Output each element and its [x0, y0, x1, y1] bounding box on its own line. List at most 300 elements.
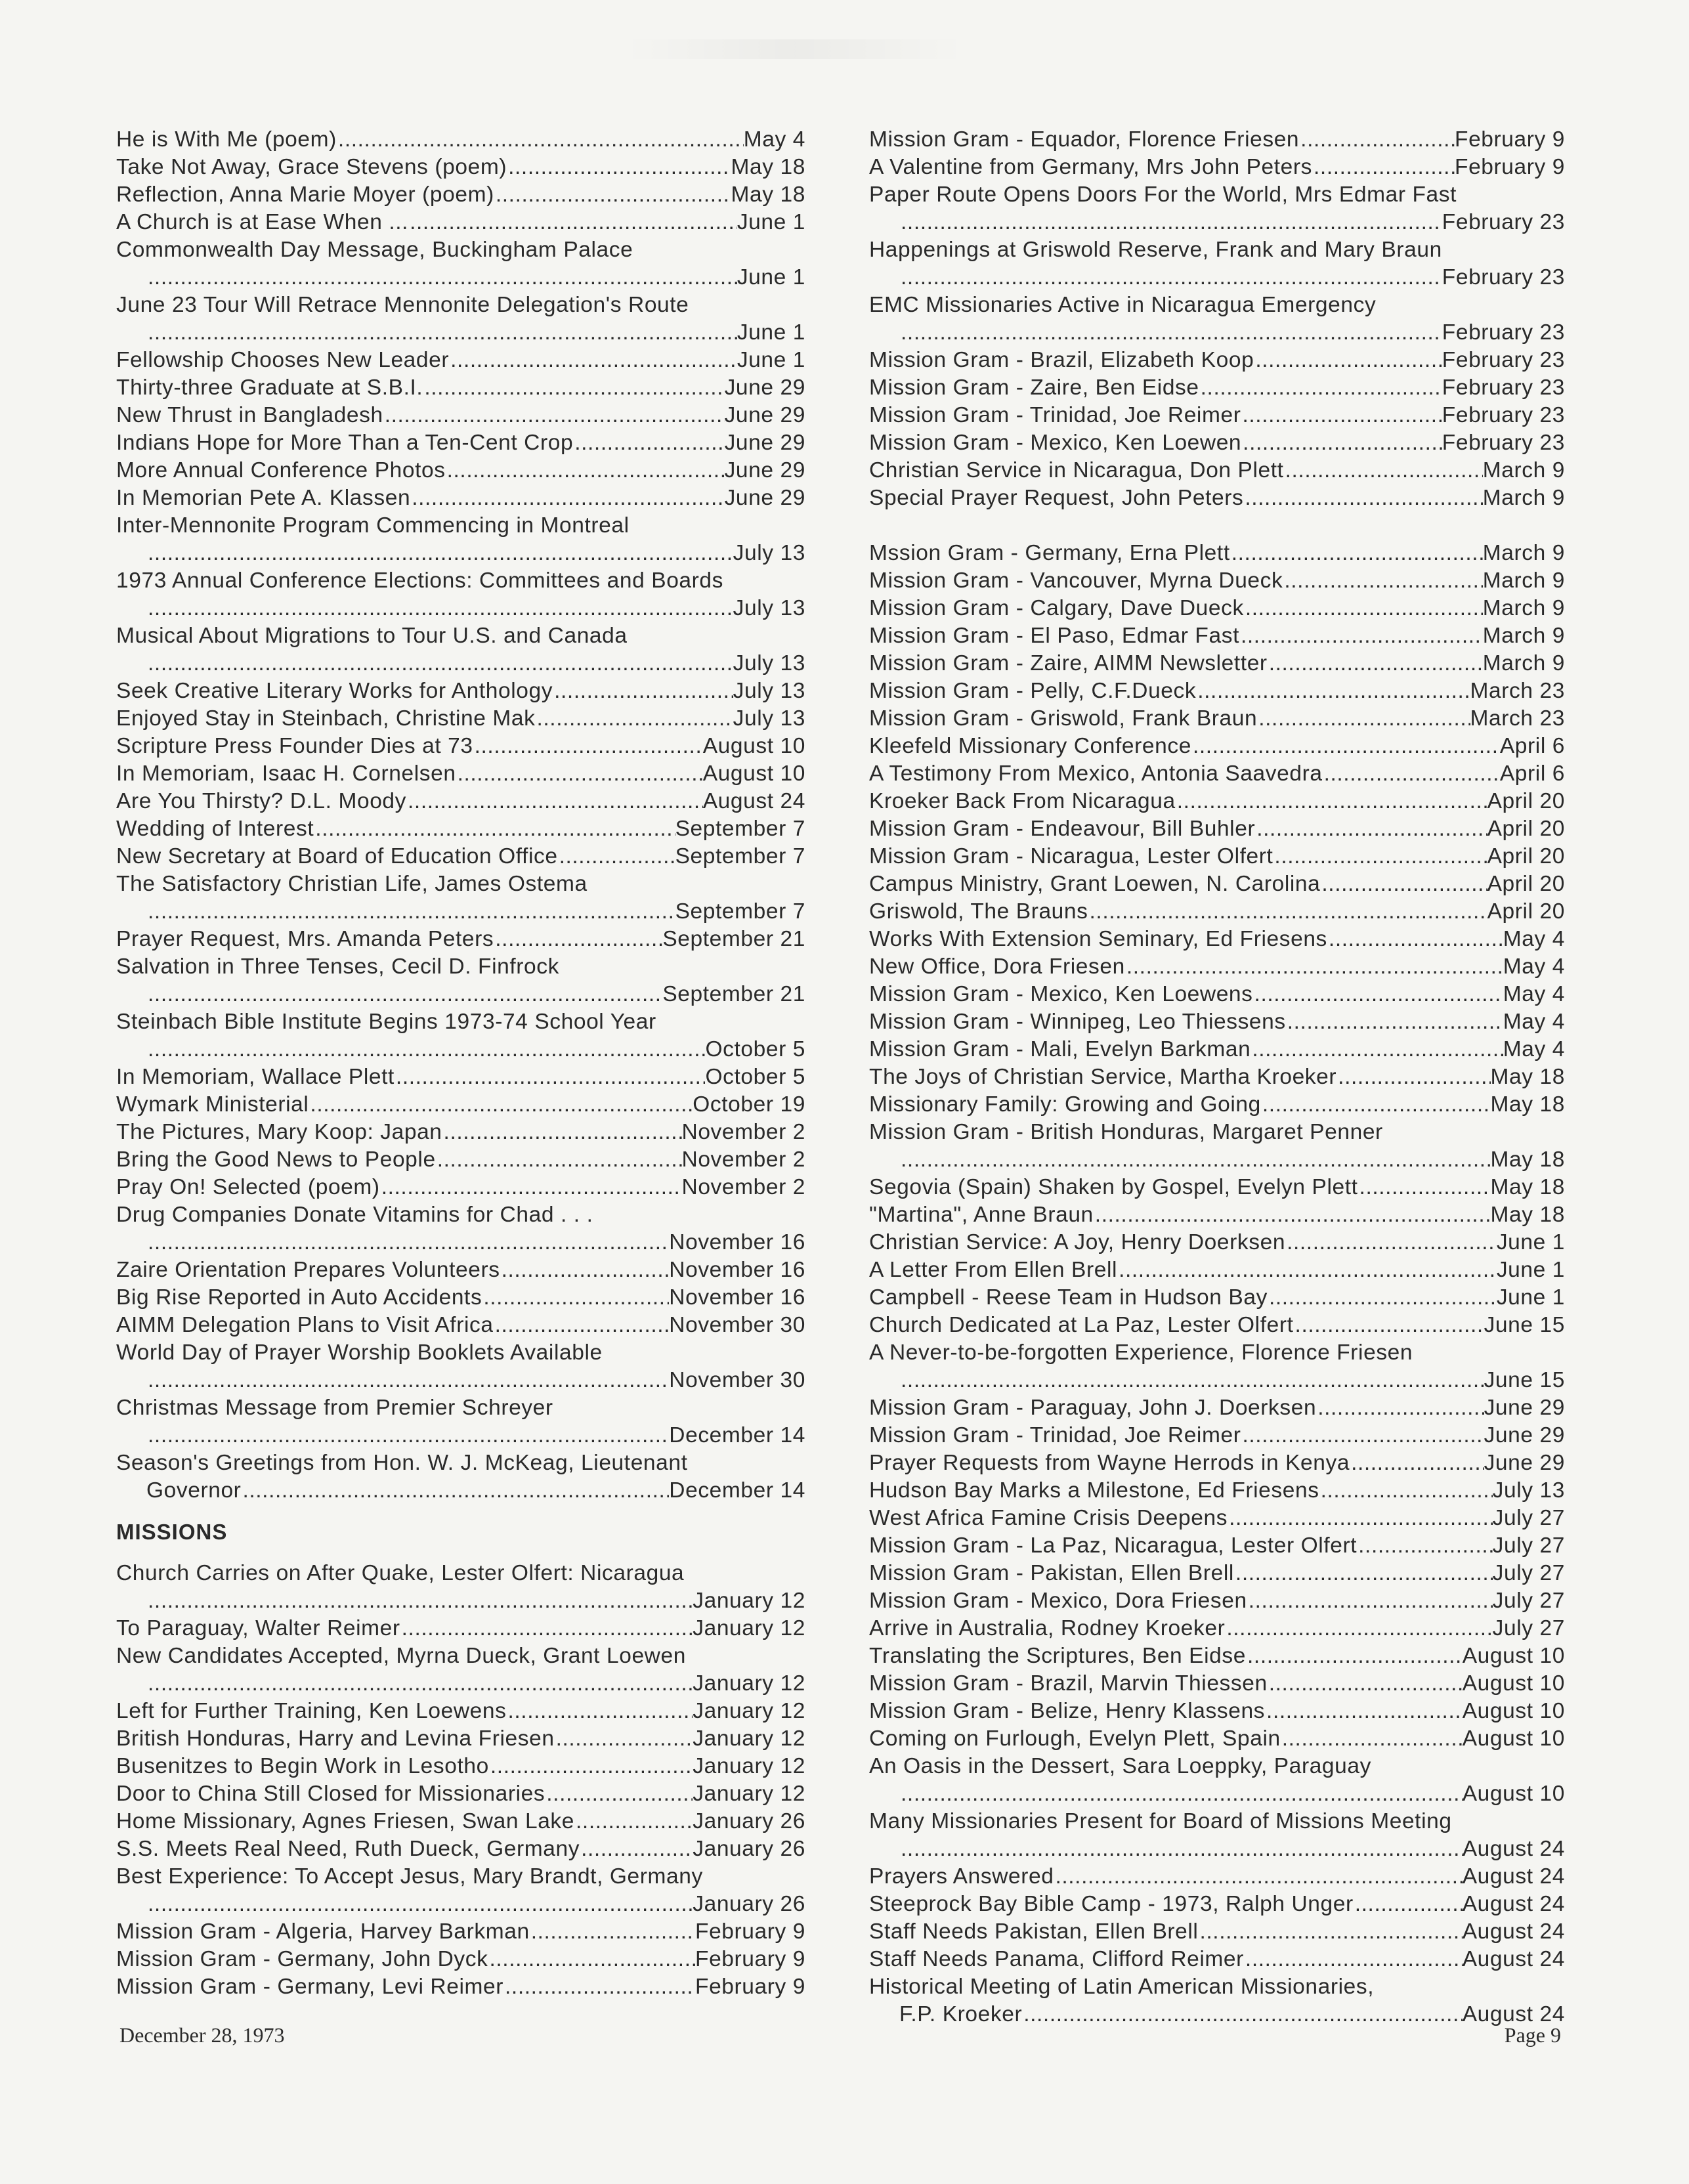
dot-leader — [1268, 1284, 1497, 1312]
entry-title: Christian Service: A Joy, Henry Doerksen — [869, 1230, 1286, 1254]
entry-date: November 2 — [681, 1147, 805, 1172]
entry-title: Take Not Away, Grace Stevens (poem) — [116, 155, 507, 179]
index-entry — [116, 1063, 805, 1091]
entry-date: July 27 — [1492, 1533, 1565, 1558]
dot-leader — [1299, 126, 1455, 154]
dot-leader — [383, 402, 725, 429]
entry-title: June 23 Tour Will Retrace Mennonite Delegation's Route — [116, 293, 689, 317]
entry-date: May 18 — [1490, 1147, 1565, 1172]
entry-title: Mission Gram - Brazil, Marvin Thiessen — [869, 1671, 1268, 1696]
dot-leader — [1284, 457, 1483, 484]
index-column-right — [869, 126, 1565, 2028]
dot-leader — [506, 1698, 693, 1725]
index-entry — [869, 126, 1565, 154]
dot-leader — [1243, 484, 1482, 512]
index-entry-continuation — [869, 2001, 1565, 2028]
index-entry — [869, 1670, 1565, 1698]
entry-title: In Memorian Pete A. Klassen — [116, 486, 411, 510]
entry-date: April 20 — [1487, 844, 1565, 868]
index-entry — [869, 1753, 1565, 1780]
index-entry — [869, 1891, 1565, 1918]
index-entry — [116, 1615, 805, 1642]
entry-date: May 4 — [743, 127, 805, 152]
index-entry — [869, 1532, 1565, 1560]
entry-date: June 29 — [1484, 1423, 1565, 1447]
entry-title: Thirty-three Graduate at S.B.I. — [116, 375, 423, 400]
entry-date: February 23 — [1442, 431, 1565, 455]
entry-date: January 12 — [693, 1589, 805, 1613]
entry-date: February 9 — [695, 1975, 805, 1999]
index-entry — [116, 815, 805, 843]
dot-leader — [146, 1367, 669, 1394]
index-entry — [116, 788, 805, 815]
entry-title: He is With Me (poem) — [116, 127, 337, 152]
entry-title: Campus Ministry, Grant Loewen, N. Carolina — [869, 872, 1321, 896]
entry-title: Mission Gram - Algeria, Harvey Barkman — [116, 1919, 530, 1944]
dot-leader — [899, 209, 1442, 236]
entry-title: Steeprock Bay Bible Camp - 1973, Ralph Unger — [869, 1892, 1354, 1916]
index-entry-continuation — [869, 319, 1565, 347]
index-entry — [869, 1918, 1565, 1946]
entry-date: April 20 — [1487, 817, 1565, 841]
entry-title: Mssion Gram - Germany, Erna Plett — [869, 541, 1230, 565]
dot-leader — [473, 733, 703, 760]
entry-date: June 1 — [737, 348, 805, 372]
entry-date: April 20 — [1487, 789, 1565, 813]
dot-leader — [146, 1587, 693, 1615]
entry-title: Steinbach Bible Institute Begins 1973-74 School Year — [116, 1010, 656, 1034]
index-entry — [869, 236, 1565, 264]
entry-date: December 14 — [669, 1478, 805, 1503]
index-entry — [869, 898, 1565, 926]
index-entry-continuation — [869, 1780, 1565, 1808]
index-entry — [116, 1918, 805, 1946]
entry-date: January 26 — [693, 1809, 805, 1833]
entry-title: Arrive in Australia, Rodney Kroeker — [869, 1616, 1226, 1640]
dot-leader — [146, 650, 733, 677]
dot-leader — [535, 705, 733, 733]
section-heading: MISSIONS — [116, 1520, 228, 1544]
dot-leader — [899, 1835, 1463, 1863]
dot-leader — [241, 1477, 669, 1505]
entry-title: Hudson Bay Marks a Milestone, Ed Friesens — [869, 1478, 1319, 1503]
entry-date: February 9 — [1455, 155, 1565, 179]
dot-leader — [1054, 1863, 1462, 1891]
entry-title: Seek Creative Literary Works for Anthology — [116, 679, 553, 703]
entry-date: June 1 — [1496, 1285, 1565, 1310]
index-entry — [869, 1808, 1565, 1835]
entry-title: A Church is at Ease When ... — [116, 210, 409, 234]
index-entry-continuation — [869, 209, 1565, 236]
index-entry — [869, 374, 1565, 402]
entry-title: Scripture Press Founder Dies at 73 — [116, 734, 473, 758]
index-entry — [869, 981, 1565, 1008]
index-entry — [869, 1119, 1565, 1146]
entry-date: November 16 — [669, 1258, 805, 1282]
dot-leader — [899, 1780, 1463, 1808]
index-entry — [116, 429, 805, 457]
entry-title: Musical About Migrations to Tour U.S. and Canada — [116, 624, 628, 648]
entry-title: Are You Thirsty? D.L. Moody — [116, 789, 406, 813]
index-entry — [869, 1036, 1565, 1063]
entry-title: Works With Extension Seminary, Ed Friesens — [869, 927, 1327, 951]
index-entry — [116, 870, 805, 898]
entry-title: Griswold, The Brauns — [869, 899, 1088, 924]
entry-title: Mission Gram - Trinidad, Joe Reimer — [869, 403, 1241, 427]
index-entry — [869, 1946, 1565, 1973]
entry-title: Prayers Answered — [869, 1864, 1054, 1889]
index-entry — [116, 1780, 805, 1808]
index-entry — [116, 1449, 805, 1477]
entry-date: March 9 — [1482, 458, 1565, 482]
index-entry — [116, 484, 805, 512]
dot-leader — [1241, 429, 1442, 457]
entry-date: February 23 — [1442, 320, 1565, 345]
index-entry — [869, 1725, 1565, 1753]
entry-title: Drug Companies Donate Vitamins for Chad . . . — [116, 1203, 593, 1227]
entry-title: Historical Meeting of Latin American Missionaries, — [869, 1975, 1375, 1999]
entry-date: May 18 — [1490, 1065, 1565, 1089]
index-entry — [869, 705, 1565, 733]
dot-leader — [436, 1146, 682, 1174]
index-entry — [869, 1229, 1565, 1256]
dot-leader — [1228, 1505, 1493, 1532]
entry-date: January 12 — [693, 1754, 805, 1778]
index-entry — [116, 1863, 805, 1891]
entry-title: Missionary Family: Growing and Going — [869, 1092, 1261, 1117]
dot-leader — [1261, 1091, 1491, 1119]
entry-title: Fellowship Chooses New Leader — [116, 348, 450, 372]
index-entry-continuation — [116, 1367, 805, 1394]
index-entry — [869, 1698, 1565, 1725]
entry-date: March 9 — [1482, 541, 1565, 565]
entry-date: July 27 — [1492, 1506, 1565, 1530]
entry-title: The Joys of Christian Service, Martha Kroeker — [869, 1065, 1337, 1089]
entry-date: July 27 — [1492, 1616, 1565, 1640]
dot-leader — [423, 374, 724, 402]
dot-leader — [1273, 843, 1487, 870]
index-entry — [869, 484, 1565, 512]
index-entry — [116, 1284, 805, 1312]
entry-date: February 9 — [1455, 127, 1565, 152]
entry-date: June 29 — [1484, 1451, 1565, 1475]
dot-leader — [1358, 1174, 1491, 1201]
entry-date: June 1 — [1496, 1230, 1565, 1254]
dot-leader — [494, 1312, 670, 1339]
entry-title: S.S. Meets Real Need, Ruth Dueck, Germany — [116, 1837, 580, 1861]
entry-title: Indians Hope for More Than a Ten-Cent Crop — [116, 431, 574, 455]
dot-leader — [1125, 953, 1503, 981]
dot-leader — [580, 1835, 693, 1863]
entry-date: May 4 — [1503, 1010, 1565, 1034]
entry-title: Mission Gram - Germany, John Dyck — [116, 1947, 488, 1971]
entry-date: August 24 — [1462, 1837, 1565, 1861]
index-entry-continuation — [116, 981, 805, 1008]
scan-smudge — [624, 39, 965, 59]
dot-leader — [899, 1146, 1491, 1174]
dot-leader — [1257, 705, 1470, 733]
dot-leader — [1022, 2001, 1463, 2028]
entry-date: June 29 — [1484, 1396, 1565, 1420]
index-entry — [116, 154, 805, 181]
index-entry — [869, 540, 1565, 567]
entry-date: June 1 — [737, 320, 805, 345]
dot-leader — [1199, 374, 1442, 402]
index-entry — [116, 209, 805, 236]
entry-date: September 21 — [662, 927, 805, 951]
dot-leader — [1255, 815, 1487, 843]
entry-title: Mission Gram - Brazil, Elizabeth Koop — [869, 348, 1254, 372]
entry-date: July 13 — [733, 541, 805, 565]
index-entry — [116, 1119, 805, 1146]
entry-title: Busenitzes to Begin Work in Lesotho — [116, 1754, 489, 1778]
dot-leader — [899, 264, 1442, 291]
dot-leader — [1247, 1587, 1493, 1615]
entry-title: Mission Gram - Paraguay, John J. Doerksen — [869, 1396, 1317, 1420]
entry-title: Paper Route Opens Doors For the World, Mrs Edmar Fast — [869, 182, 1457, 207]
index-entry — [116, 1201, 805, 1229]
index-entry — [869, 1284, 1565, 1312]
dot-leader — [1225, 1615, 1492, 1642]
dot-leader — [488, 1946, 695, 1973]
index-entry — [869, 291, 1565, 319]
index-entry-continuation — [869, 264, 1565, 291]
dot-leader — [1198, 1918, 1462, 1946]
index-entry-continuation — [116, 1036, 805, 1063]
entry-title: EMC Missionaries Active in Nicaragua Emergency — [869, 293, 1377, 317]
dot-leader — [1251, 1036, 1503, 1063]
entry-date: August 24 — [702, 789, 805, 813]
index-entry — [869, 567, 1565, 595]
index-entry — [869, 1422, 1565, 1449]
entry-date: March 9 — [1482, 568, 1565, 593]
entry-title: AIMM Delegation Plans to Visit Africa — [116, 1313, 494, 1337]
entry-date: October 5 — [705, 1065, 805, 1089]
entry-date: July 13 — [733, 706, 805, 731]
dot-leader — [1268, 1670, 1463, 1698]
entry-date: August 24 — [1462, 2002, 1565, 2026]
dot-leader — [449, 347, 737, 374]
entry-date: June 29 — [724, 486, 805, 510]
entry-date: June 15 — [1484, 1313, 1565, 1337]
entry-title: Reflection, Anna Marie Moyer (poem) — [116, 182, 494, 207]
dot-leader — [494, 926, 662, 953]
entry-date: August 10 — [1462, 1726, 1565, 1751]
entry-date: February 23 — [1442, 375, 1565, 400]
dot-leader — [507, 154, 731, 181]
index-entry — [869, 402, 1565, 429]
index-entry-continuation — [116, 1422, 805, 1449]
entry-title: Prayer Request, Mrs. Amanda Peters — [116, 927, 494, 951]
entry-title: Prayer Requests from Wayne Herrods in Kenya — [869, 1451, 1350, 1475]
dot-leader — [1234, 1560, 1493, 1587]
entry-date: July 27 — [1492, 1589, 1565, 1613]
entry-title: A Never-to-be-forgotten Experience, Florence Friesen — [869, 1340, 1413, 1365]
index-entry — [116, 1560, 805, 1587]
index-entry — [116, 1091, 805, 1119]
entry-title: New Secretary at Board of Education Office — [116, 844, 558, 868]
entry-date: July 13 — [1492, 1478, 1565, 1503]
index-entry — [116, 1835, 805, 1863]
entry-title: Mission Gram - British Honduras, Margaret Penner — [869, 1120, 1383, 1144]
entry-title: Governor — [146, 1478, 242, 1503]
entry-title: Mission Gram - Belize, Henry Klassens — [869, 1699, 1266, 1723]
entry-title: 1973 Annual Conference Elections: Committees and Boards — [116, 568, 724, 593]
index-entry — [116, 1394, 805, 1422]
dot-leader — [146, 981, 662, 1008]
dot-leader — [1316, 1394, 1484, 1422]
index-entry — [116, 374, 805, 402]
dot-leader — [1244, 595, 1483, 622]
entry-date: March 9 — [1482, 486, 1565, 510]
dot-leader — [494, 181, 731, 209]
entry-title: Wedding of Interest — [116, 817, 314, 841]
entry-date: October 19 — [693, 1092, 805, 1117]
index-entry — [116, 1808, 805, 1835]
dot-leader — [408, 209, 737, 236]
dot-leader — [482, 1284, 669, 1312]
dot-leader — [1268, 650, 1483, 677]
index-entry — [116, 1339, 805, 1367]
entry-date: August 24 — [1462, 1947, 1565, 1971]
dot-leader — [1253, 981, 1503, 1008]
entry-title: Mission Gram - Vancouver, Myrna Dueck — [869, 568, 1283, 593]
entry-date: February 9 — [695, 1947, 805, 1971]
entry-date: March 9 — [1482, 651, 1565, 675]
dot-leader — [899, 319, 1442, 347]
dot-leader — [1283, 567, 1482, 595]
dot-leader — [400, 1615, 693, 1642]
entry-date: May 18 — [731, 182, 805, 207]
entry-title: Mission Gram - Winnipeg, Leo Thiessens — [869, 1010, 1286, 1034]
entry-title: Mission Gram - Zaire, AIMM Newsletter — [869, 651, 1268, 675]
dot-leader — [1117, 1256, 1497, 1284]
entry-title: Special Prayer Request, John Peters — [869, 486, 1244, 510]
dot-leader — [545, 1780, 693, 1808]
entry-date: January 12 — [693, 1699, 805, 1723]
entry-date: December 14 — [669, 1423, 805, 1447]
entry-title: Mission Gram - Zaire, Ben Eidse — [869, 375, 1199, 400]
index-entry — [116, 622, 805, 650]
index-entry — [869, 1642, 1565, 1670]
dot-leader — [446, 457, 725, 484]
dot-leader — [555, 1725, 693, 1753]
entry-date: August 10 — [1462, 1644, 1565, 1668]
entry-date: May 4 — [1503, 1037, 1565, 1061]
index-entry — [869, 1394, 1565, 1422]
dot-leader — [1176, 788, 1487, 815]
index-entry — [116, 760, 805, 788]
dot-leader — [503, 1973, 695, 2001]
index-entry — [869, 1505, 1565, 1532]
index-entry — [869, 953, 1565, 981]
entry-title: New Candidates Accepted, Myrna Dueck, Grant Loewen — [116, 1644, 686, 1668]
entry-title: Mission Gram - Mexico, Dora Friesen — [869, 1589, 1247, 1613]
index-entry — [116, 1946, 805, 1973]
entry-title: Staff Needs Panama, Clifford Reimer — [869, 1947, 1244, 1971]
entry-date: June 29 — [724, 431, 805, 455]
index-entry — [116, 677, 805, 705]
entry-title: Mission Gram - El Paso, Edmar Fast — [869, 624, 1239, 648]
index-entry-continuation — [869, 1835, 1565, 1863]
index-entry — [116, 1146, 805, 1174]
index-entry — [116, 126, 805, 154]
entry-date: November 16 — [669, 1230, 805, 1254]
entry-date: November 30 — [669, 1313, 805, 1337]
entry-title: World Day of Prayer Worship Booklets Available — [116, 1340, 603, 1365]
dot-leader — [1246, 1642, 1463, 1670]
entry-title: The Pictures, Mary Koop: Japan — [116, 1120, 442, 1144]
dot-leader — [1254, 347, 1442, 374]
entry-title: Mission Gram - Pelly, C.F.Dueck — [869, 679, 1197, 703]
entry-date: June 29 — [724, 458, 805, 482]
index-entry — [869, 1560, 1565, 1587]
entry-date: April 6 — [1499, 734, 1565, 758]
entry-date: August 10 — [702, 761, 805, 786]
index-entry — [869, 1174, 1565, 1201]
entry-date: May 18 — [731, 155, 805, 179]
index-entry — [869, 1587, 1565, 1615]
entry-date: August 10 — [702, 734, 805, 758]
dot-leader — [1320, 870, 1487, 898]
entry-date: May 18 — [1490, 1175, 1565, 1199]
dot-leader — [1319, 1477, 1493, 1505]
dot-leader — [573, 429, 724, 457]
entry-title: British Honduras, Harry and Levina Friesen — [116, 1726, 555, 1751]
entry-title: Door to China Still Closed for Missionaries — [116, 1782, 545, 1806]
entry-title: Left for Further Training, Ken Loewens — [116, 1699, 507, 1723]
entry-title: West Africa Famine Crisis Deepens — [869, 1506, 1228, 1530]
entry-title: Happenings at Griswold Reserve, Frank and Mary Braun — [869, 238, 1442, 262]
entry-date: June 29 — [724, 403, 805, 427]
entry-title: Campbell - Reese Team in Hudson Bay — [869, 1285, 1268, 1310]
dot-leader — [1350, 1449, 1484, 1477]
index-entry — [869, 154, 1565, 181]
entry-title: Salvation in Three Tenses, Cecil D. Finfrock — [116, 954, 559, 979]
index-entry — [869, 1449, 1565, 1477]
index-entry-continuation — [116, 898, 805, 926]
index-entry — [116, 843, 805, 870]
index-entry-continuation — [116, 540, 805, 567]
index-entry — [116, 457, 805, 484]
entry-title: Kroeker Back From Nicaragua — [869, 789, 1176, 813]
dot-leader — [146, 898, 675, 926]
dot-leader — [1088, 898, 1487, 926]
entry-title: Mission Gram - Mexico, Ken Loewens — [869, 982, 1253, 1006]
index-entry-continuation — [869, 1146, 1565, 1174]
index-entry — [116, 1642, 805, 1670]
index-entry — [869, 1091, 1565, 1119]
index-entry — [869, 926, 1565, 953]
index-entry — [869, 677, 1565, 705]
entry-date: May 4 — [1503, 927, 1565, 951]
entry-date: September 21 — [662, 982, 805, 1006]
entry-title: Commonwealth Day Message, Buckingham Palace — [116, 238, 633, 262]
entry-date: August 10 — [1462, 1671, 1565, 1696]
index-entry — [116, 926, 805, 953]
index-entry-continuation — [116, 1477, 805, 1505]
entry-title: An Oasis in the Dessert, Sara Loeppky, Paraguay — [869, 1754, 1371, 1778]
entry-title: Christian Service in Nicaragua, Don Plett — [869, 458, 1284, 482]
index-entry — [869, 1008, 1565, 1036]
index-entry — [116, 953, 805, 981]
dot-leader — [380, 1174, 682, 1201]
index-entry — [116, 347, 805, 374]
dot-leader — [1196, 677, 1470, 705]
entry-date: June 1 — [737, 265, 805, 289]
dot-leader — [574, 1808, 693, 1835]
index-entry — [869, 622, 1565, 650]
